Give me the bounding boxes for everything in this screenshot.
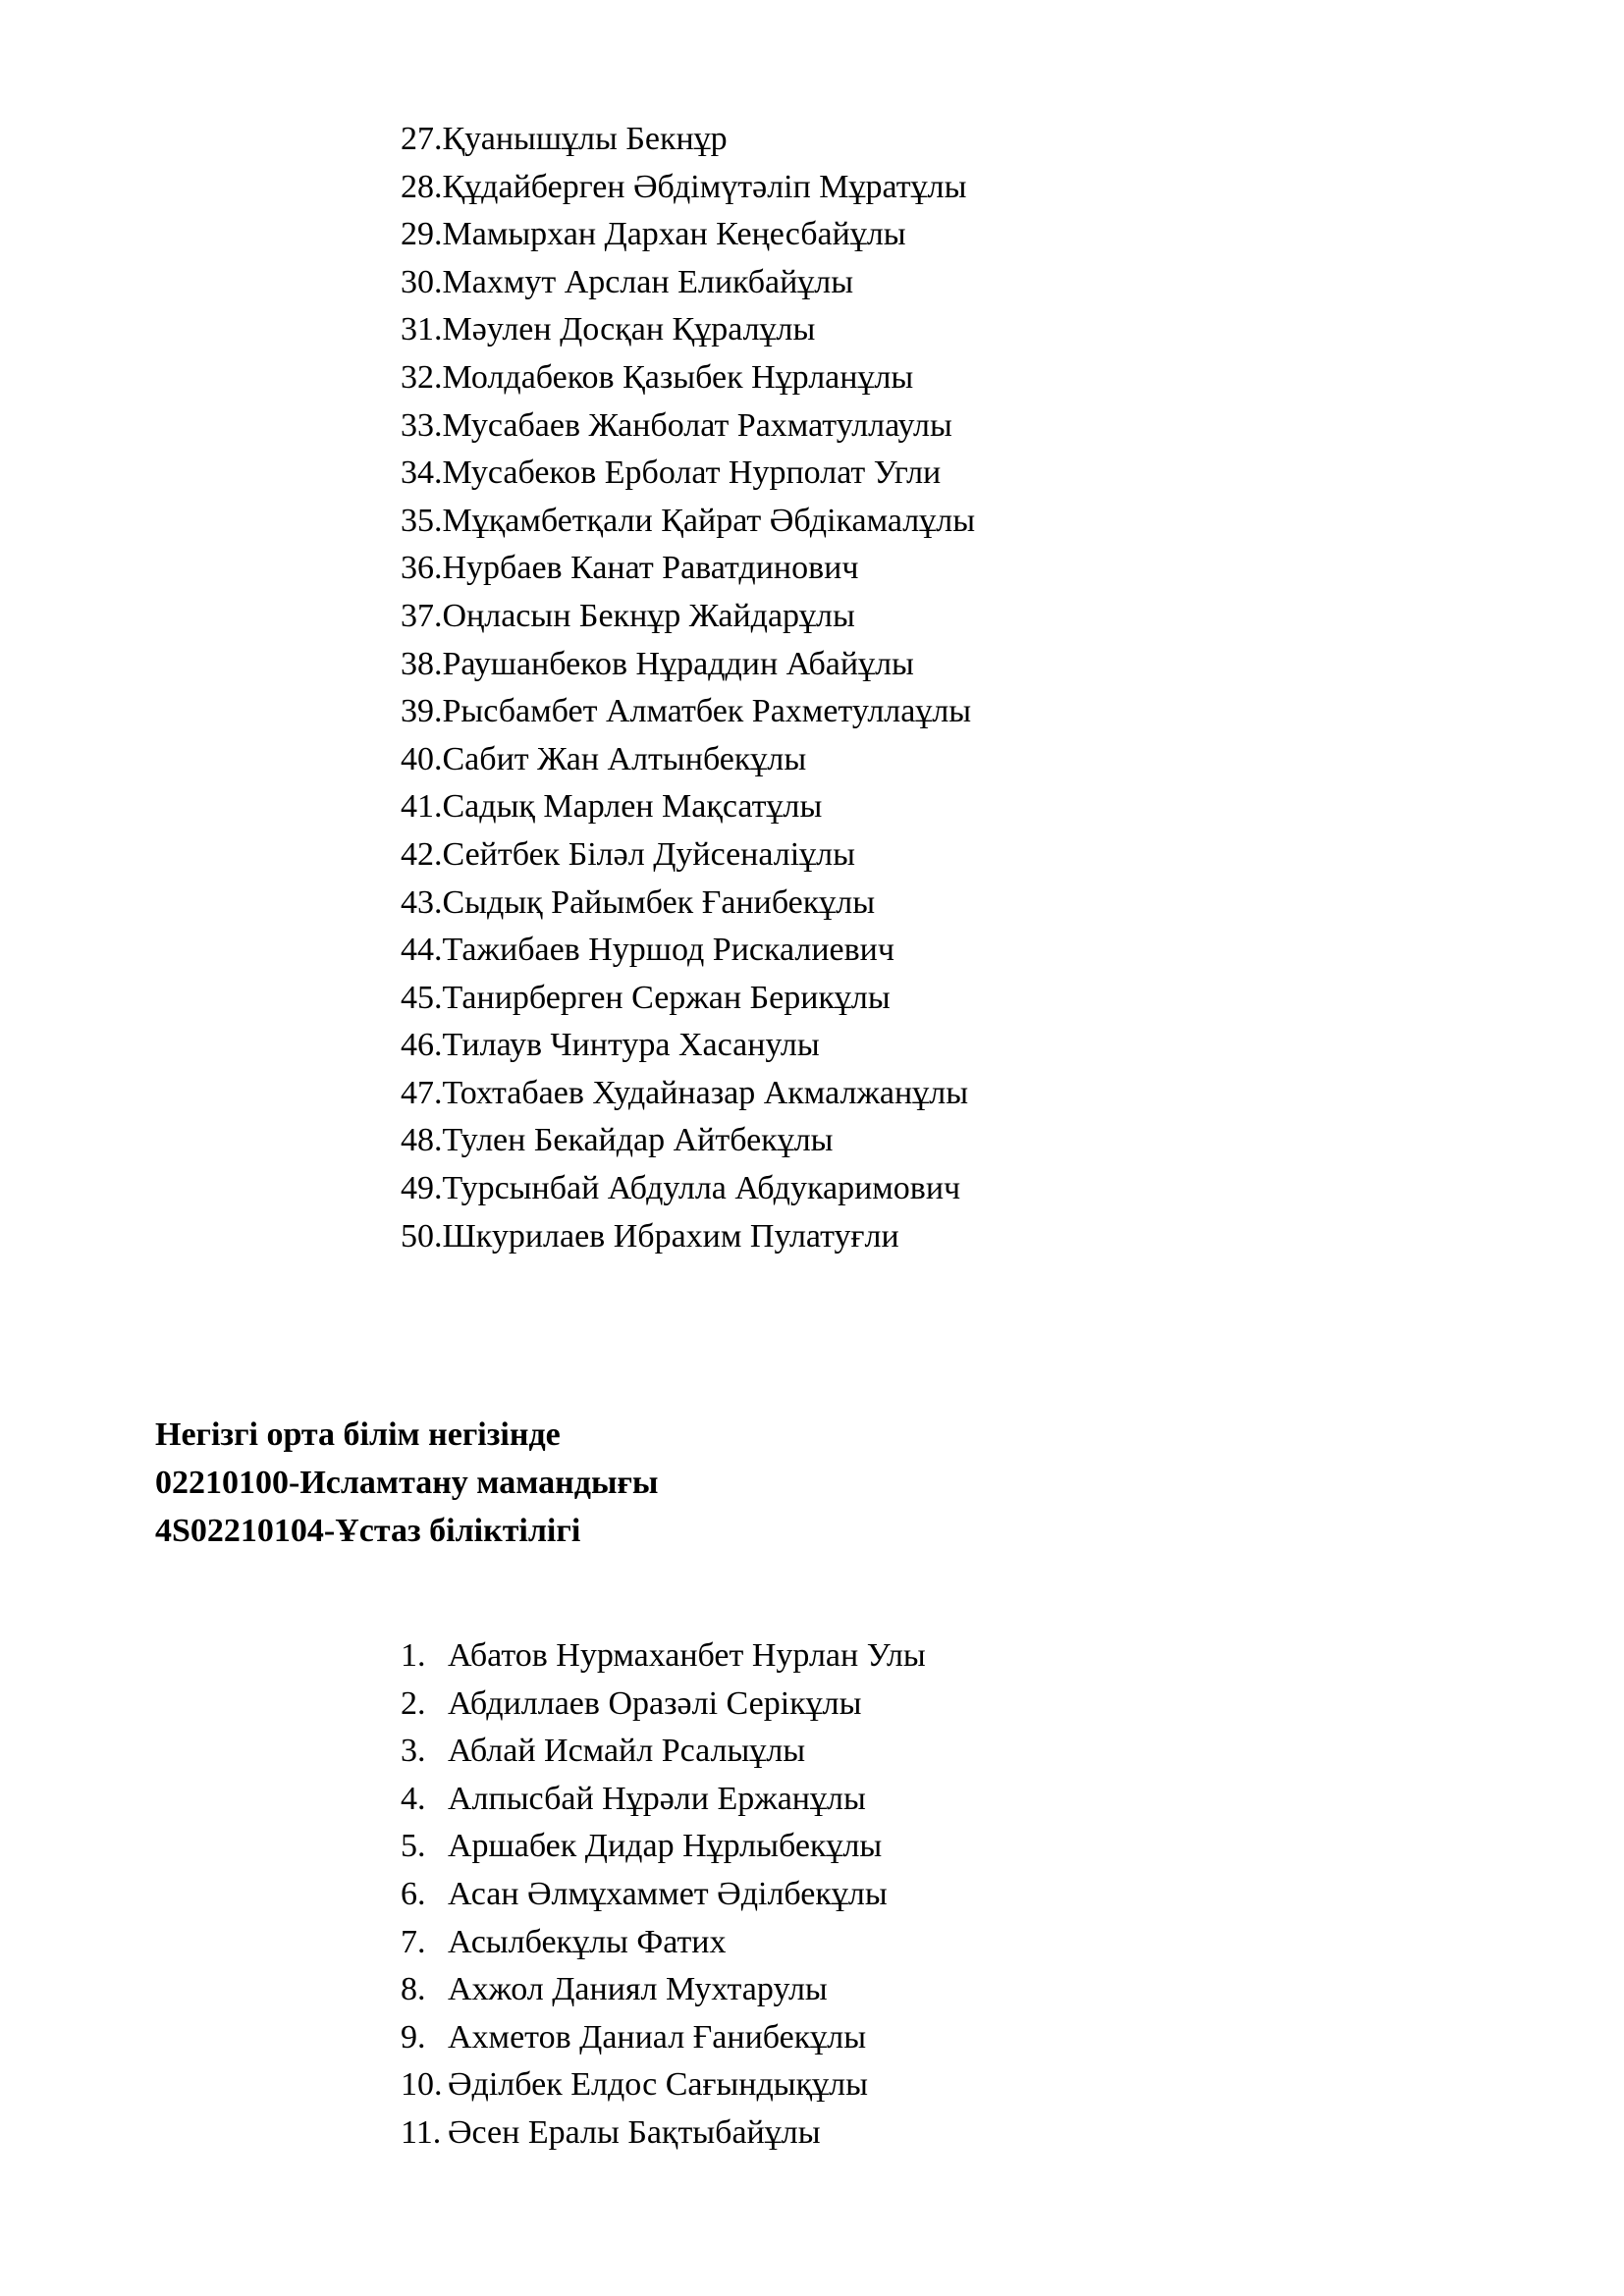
item-number: 41.: [401, 788, 443, 826]
student-name: Рысбамбет Алматбек Рахметуллаұлы: [442, 693, 972, 730]
item-number: 48.: [401, 1122, 443, 1159]
list-item: [401, 641, 975, 689]
list-item: [401, 498, 975, 546]
item-number: 10.: [401, 2066, 443, 2104]
list-item: [401, 1165, 975, 1213]
student-name: Ахметов Даниал Ғанибекұлы: [448, 2018, 867, 2056]
item-number: 6.: [401, 1875, 426, 1912]
list-item: [401, 1070, 975, 1118]
list-item: [401, 354, 975, 402]
student-name: Садық Марлен Мақсатұлы: [442, 788, 823, 826]
list-item: [401, 831, 975, 880]
item-number: 5.: [401, 1828, 426, 1865]
student-name: Әсен Ералы Бақтыбайұлы: [448, 2113, 821, 2151]
item-number: 9.: [401, 2018, 426, 2056]
item-number: 34.: [401, 454, 443, 492]
student-list-new: [401, 1632, 926, 2158]
item-number: 36.: [401, 550, 443, 587]
list-item: [401, 783, 975, 831]
list-item: [401, 880, 975, 928]
student-name: Асылбекұлы Фатих: [448, 1923, 727, 1960]
heading-qualification: 4S02210104-Ұстаз біліктілігі: [155, 1513, 581, 1549]
item-number: 1.: [401, 1637, 426, 1674]
list-item: [401, 1117, 975, 1165]
list-item: [401, 1681, 926, 1729]
student-name: Алпысбай Нұрәли Ержанұлы: [448, 1780, 866, 1817]
item-number: 42.: [401, 835, 443, 873]
list-item: [401, 259, 975, 307]
student-name: Аршабек Дидар Нұрлыбекұлы: [448, 1828, 883, 1865]
list-item: [401, 2061, 926, 2109]
student-name: Танирберген Сержан Берикұлы: [442, 979, 891, 1016]
student-name: Мәулен Досқан Құралұлы: [442, 311, 816, 348]
student-name: Махмут Арслан Еликбайұлы: [442, 263, 854, 300]
student-name: Қуанышұлы Бекнұр: [442, 121, 728, 157]
student-name: Турсынбай Абдулла Абдукаримович: [442, 1170, 961, 1207]
list-item: [401, 1213, 975, 1261]
list-item: [401, 593, 975, 641]
list-item: [401, 1871, 926, 1919]
list-item: [401, 116, 975, 164]
student-name: Оңласын Бекнұр Жайдарұлы: [442, 597, 855, 634]
list-item: [401, 1966, 926, 2014]
list-item: [401, 2014, 926, 2062]
list-item: [401, 1919, 926, 1967]
item-number: 27.: [401, 121, 443, 157]
list-item: [401, 927, 975, 975]
list-item: [401, 975, 975, 1023]
item-number: 46.: [401, 1027, 443, 1064]
student-name: Асан Әлмұхаммет Әділбекұлы: [448, 1875, 888, 1912]
list-item: [401, 1022, 975, 1070]
item-number: 8.: [401, 1971, 426, 2008]
item-number: 30.: [401, 263, 443, 300]
student-name: Мұқамбетқали Қайрат Әбдікамалұлы: [442, 502, 976, 539]
student-name: Раушанбеков Нұраддин Абайұлы: [442, 645, 914, 682]
item-number: 7.: [401, 1923, 426, 1960]
student-name: Тулен Бекайдар Айтбекұлы: [442, 1122, 834, 1159]
list-item: [401, 688, 975, 736]
student-name: Ахжол Даниял Мухтарулы: [448, 1971, 828, 2008]
student-name: Молдабеков Қазыбек Нұрланұлы: [442, 358, 914, 396]
student-name: Тилаув Чинтура Хасанулы: [442, 1027, 820, 1064]
list-item: [401, 1823, 926, 1871]
list-item: [401, 450, 975, 498]
student-name: Нурбаев Канат Раватдинович: [442, 550, 859, 587]
item-number: 43.: [401, 883, 443, 921]
student-name: Абдиллаев Оразәлі Серікұлы: [448, 1684, 862, 1722]
student-name: Мамырхан Дархан Кеңесбайұлы: [442, 216, 906, 253]
item-number: 39.: [401, 693, 443, 730]
list-item: [401, 164, 975, 212]
item-number: 2.: [401, 1684, 426, 1722]
item-number: 49.: [401, 1170, 443, 1207]
list-item: [401, 1728, 926, 1776]
student-list-continued: [401, 116, 975, 1260]
item-number: 47.: [401, 1074, 443, 1111]
list-item: [401, 545, 975, 593]
list-item: [401, 402, 975, 451]
list-item: [401, 2109, 926, 2158]
student-name: Тажибаев Нуршод Рискалиевич: [442, 932, 894, 969]
student-name: Шкурилаев Ибрахим Пулатуғли: [442, 1217, 899, 1255]
item-number: 44.: [401, 932, 443, 969]
item-number: 31.: [401, 311, 443, 348]
list-item: [401, 306, 975, 354]
item-number: 32.: [401, 358, 443, 396]
student-name: Абатов Нурмаханбет Нурлан Улы: [448, 1637, 926, 1674]
student-name: Сыдық Райымбек Ғанибекұлы: [442, 883, 876, 921]
list-item: [401, 1632, 926, 1681]
item-number: 3.: [401, 1733, 426, 1770]
list-item: [401, 1776, 926, 1824]
student-name: Әділбек Елдос Сағындықұлы: [448, 2066, 868, 2104]
student-name: Құдайберген Әбдімүтәліп Мұратұлы: [442, 168, 967, 205]
student-name: Мусабаев Жанболат Рахматуллаулы: [442, 406, 952, 444]
list-item: [401, 211, 975, 259]
item-number: 4.: [401, 1780, 426, 1817]
student-name: Сейтбек Біләл Дуйсеналіұлы: [442, 835, 855, 873]
student-name: Аблай Исмайл Рсалыұлы: [448, 1733, 806, 1770]
section-heading: [155, 1411, 658, 1555]
heading-specialty: 02210100-Исламтану мамандығы: [155, 1465, 659, 1501]
student-name: Сабит Жан Алтынбекұлы: [442, 740, 807, 777]
item-number: 40.: [401, 740, 443, 777]
item-number: 35.: [401, 502, 443, 539]
student-name: Тохтабаев Худайназар Акмалжанұлы: [442, 1074, 969, 1111]
item-number: 37.: [401, 597, 443, 634]
item-number: 28.: [401, 168, 443, 205]
item-number: 45.: [401, 979, 443, 1016]
item-number: 11.: [401, 2113, 442, 2151]
heading-education-basis: Негізгі орта білім негізінде: [155, 1416, 561, 1453]
list-item: [401, 736, 975, 784]
student-name: Мусабеков Ерболат Нурполат Угли: [442, 454, 942, 492]
item-number: 38.: [401, 645, 443, 682]
item-number: 50.: [401, 1217, 443, 1255]
item-number: 33.: [401, 406, 443, 444]
item-number: 29.: [401, 216, 443, 253]
